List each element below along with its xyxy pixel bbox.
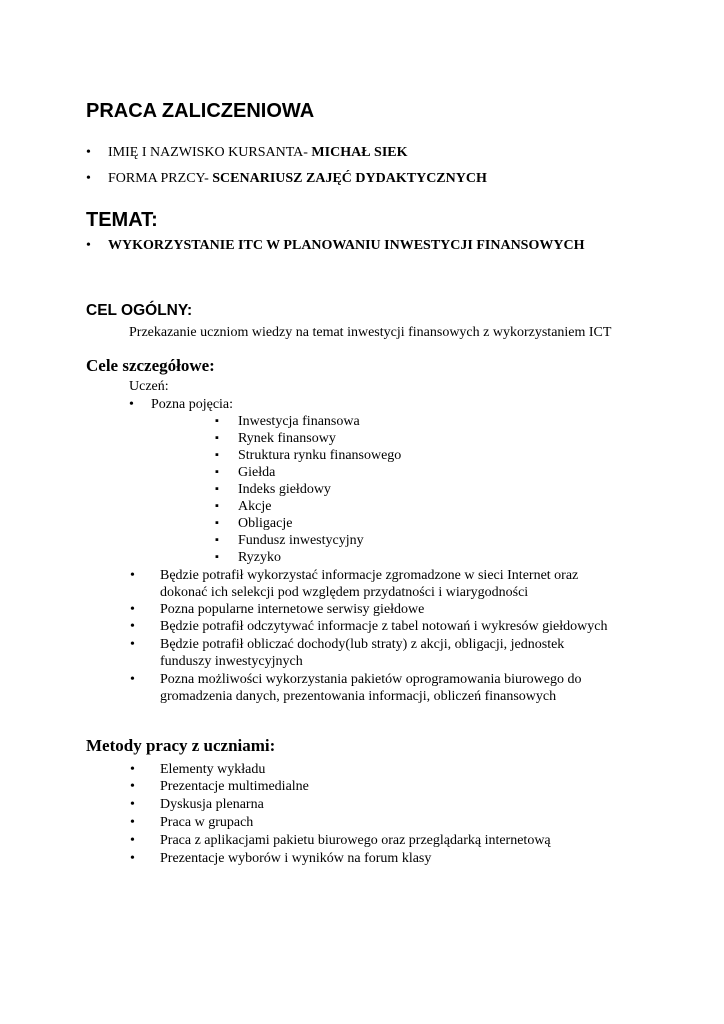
header-item-value: SCENARIUSZ ZAJĘĆ DYDAKTYCZNYCH — [212, 171, 487, 186]
bullet-icon: • — [130, 637, 135, 652]
method-item: Elementy wykładu — [160, 762, 266, 777]
square-bullet-icon: ▪ — [215, 432, 219, 444]
methods-heading: Metody pracy z uczniami: — [86, 736, 276, 755]
concept-item: Fundusz inwestycyjny — [238, 533, 364, 548]
bullet-icon: • — [86, 238, 91, 253]
square-bullet-icon: ▪ — [215, 415, 219, 427]
goal-item-line: Będzie potrafił obliczać dochody(lub straty) z akcji, obligacji, jednostek — [160, 637, 565, 652]
method-item: Praca w grupach — [160, 815, 254, 830]
bullet-icon: • — [130, 779, 135, 794]
topic-heading: TEMAT: — [86, 209, 158, 231]
goal-item-line: Będzie potrafił odczytywać informacje z tabel notowań i wykresów giełdowych — [160, 619, 608, 634]
bullet-icon: • — [130, 672, 135, 687]
method-item: Prezentacje wyborów i wyników na forum klasy — [160, 851, 432, 866]
concept-item: Akcje — [238, 499, 272, 514]
goal-item-line: gromadzenia danych, prezentowania informacji, obliczeń finansowych — [160, 689, 557, 704]
square-bullet-icon: ▪ — [215, 483, 219, 495]
goal-item-line: dokonać ich selekcji pod względem przydatności i wiarygodności — [160, 585, 529, 600]
goal-item-line: Pozna popularne internetowe serwisy giełdowe — [160, 602, 425, 617]
concepts-intro: Pozna pojęcia: — [151, 397, 234, 412]
concept-item: Ryzyko — [238, 550, 281, 565]
concept-item: Obligacje — [238, 516, 293, 531]
concept-item: Indeks giełdowy — [238, 482, 331, 497]
header-item-label: FORMA PRZCY- — [108, 171, 213, 186]
goal-item-line: funduszy inwestycyjnych — [160, 654, 303, 669]
square-bullet-icon: ▪ — [215, 466, 219, 478]
method-item: Prezentacje multimedialne — [160, 779, 309, 794]
header-item-form — [108, 170, 487, 187]
general-goal-heading: CEL OGÓLNY: — [86, 302, 193, 319]
method-item: Dyskusja plenarna — [160, 797, 264, 812]
topic-item: WYKORZYSTANIE ITC W PLANOWANIU INWESTYCJI FINANSOWYCH — [108, 238, 585, 253]
general-goal-text: Przekazanie uczniom wiedzy na temat inwestycji finansowych z wykorzystaniem ICT — [129, 325, 612, 340]
bullet-icon: • — [130, 602, 135, 617]
bullet-icon: • — [86, 145, 91, 160]
bullet-icon: • — [130, 851, 135, 866]
goal-item-line: Pozna możliwości wykorzystania pakietów oprogramowania biurowego do — [160, 672, 582, 687]
concept-item: Struktura rynku finansowego — [238, 448, 402, 463]
bullet-icon: • — [130, 833, 135, 848]
method-item: Praca z aplikacjami pakietu biurowego oraz przeglądarką internetową — [160, 833, 551, 848]
concept-item: Inwestycja finansowa — [238, 414, 360, 429]
square-bullet-icon: ▪ — [215, 551, 219, 563]
bullet-icon: • — [130, 797, 135, 812]
header-item-value: MICHAŁ SIEK — [311, 145, 408, 160]
concept-item: Giełda — [238, 465, 276, 480]
goal-item-line: Będzie potrafił wykorzystać informacje zgromadzone w sieci Internet oraz — [160, 568, 579, 583]
detailed-goals-heading: Cele szczegółowe: — [86, 356, 215, 375]
bullet-icon: • — [130, 815, 135, 830]
square-bullet-icon: ▪ — [215, 500, 219, 512]
header-item-label: IMIĘ I NAZWISKO KURSANTA- — [108, 145, 312, 160]
bullet-icon: • — [130, 568, 135, 583]
student-label: Uczeń: — [129, 379, 169, 394]
bullet-icon: • — [86, 171, 91, 186]
header-item-name — [108, 144, 408, 161]
square-bullet-icon: ▪ — [215, 517, 219, 529]
page-title: PRACA ZALICZENIOWA — [86, 100, 315, 122]
concept-item: Rynek finansowy — [238, 431, 336, 446]
bullet-icon: • — [129, 397, 134, 412]
square-bullet-icon: ▪ — [215, 534, 219, 546]
bullet-icon: • — [130, 619, 135, 634]
square-bullet-icon: ▪ — [215, 449, 219, 461]
bullet-icon: • — [130, 762, 135, 777]
